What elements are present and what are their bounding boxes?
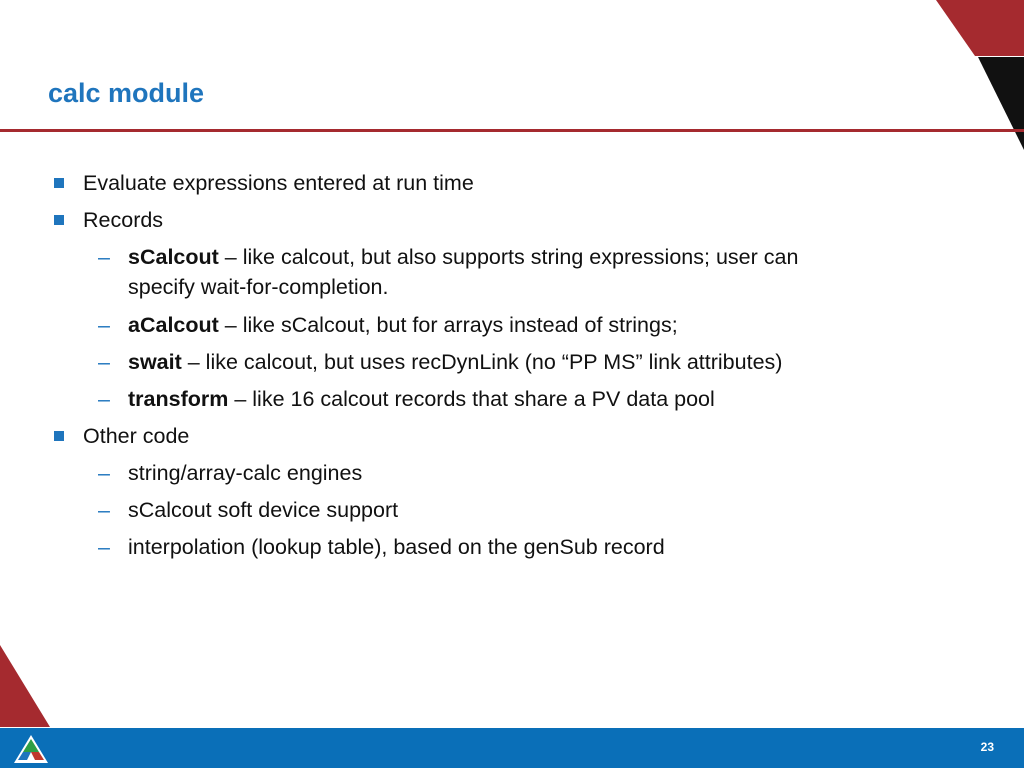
record-name: aCalcout (128, 313, 219, 337)
record-description: – like calcout, but uses recDynLink (no “PP MS” link attributes) (181, 350, 783, 374)
dash-bullet-icon: – (98, 498, 110, 522)
bullet-square-icon (54, 431, 64, 441)
dash-bullet-icon: – (98, 387, 110, 411)
sub-bullet-item (128, 310, 948, 340)
record-name: swait (128, 350, 182, 374)
dash-bullet-icon: – (98, 313, 110, 337)
sub-bullet-item: string/array-calc engines (128, 461, 363, 485)
sub-bullet-item: sCalcout soft device support (128, 498, 399, 522)
page-number: 23 (980, 740, 994, 754)
record-description: – like sCalcout, but for arrays instead of strings; (218, 313, 678, 337)
sub-bullet-item (128, 242, 948, 302)
record-description-cont: specify wait-for-completion. (128, 275, 389, 299)
sub-bullet-item (128, 347, 948, 377)
dash-bullet-icon: – (98, 461, 110, 485)
top-right-black-shape (978, 57, 1024, 150)
record-description: – like 16 calcout records that share a PV data pool (228, 387, 715, 411)
bullet-square-icon (54, 178, 64, 188)
bullet-square-icon (54, 215, 64, 225)
record-name: transform (128, 387, 229, 411)
dash-bullet-icon: – (98, 350, 110, 374)
top-right-red-shape (936, 0, 1024, 56)
tri-color-triangle-logo-icon (12, 733, 50, 765)
sub-bullet-item: interpolation (lookup table), based on the genSub record (128, 535, 665, 559)
dash-bullet-icon: – (98, 245, 110, 269)
bullet-item: Other code (83, 424, 190, 448)
record-name: sCalcout (128, 245, 219, 269)
footer-bar (0, 728, 1024, 768)
bullet-item: Records (83, 208, 164, 232)
record-description: – like calcout, but also supports string expressions; user can (218, 245, 799, 269)
dash-bullet-icon: – (98, 535, 110, 559)
bottom-left-red-shape (0, 645, 50, 727)
bullet-item: Evaluate expressions entered at run time (83, 171, 474, 195)
title-divider (0, 129, 1024, 132)
sub-bullet-item (128, 384, 948, 414)
slide-title: calc module (48, 78, 205, 108)
